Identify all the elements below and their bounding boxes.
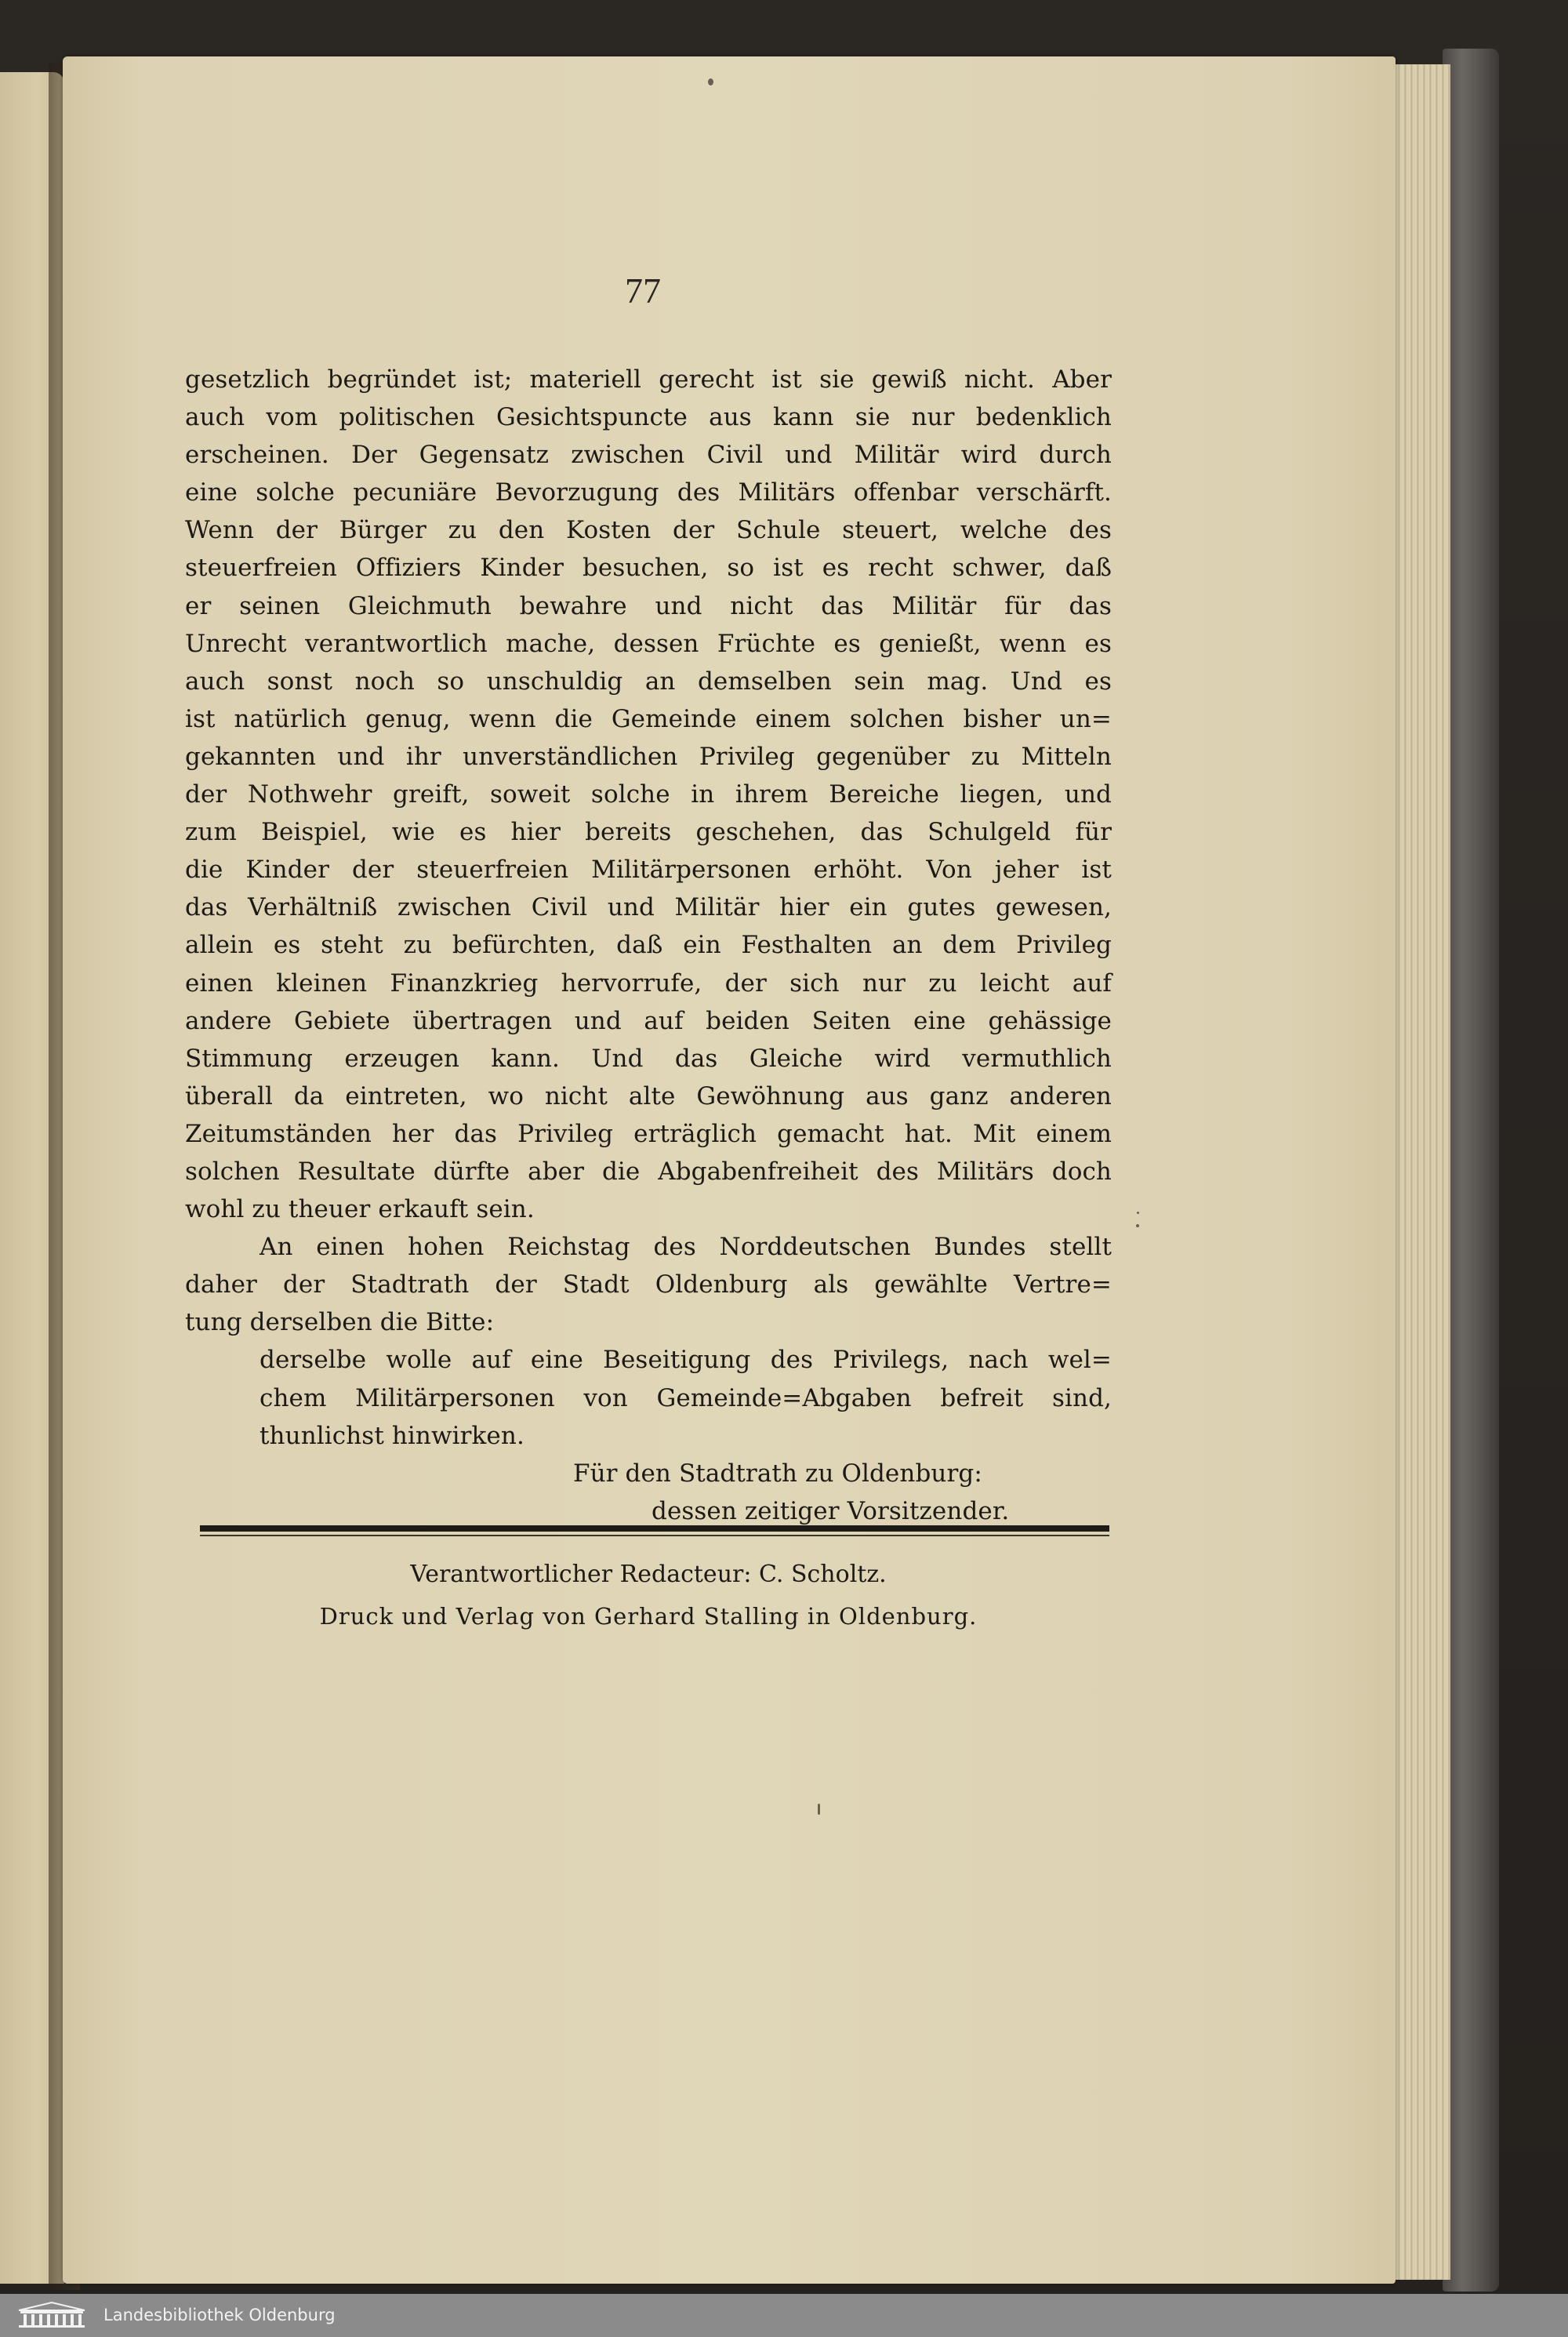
section-rule-thin	[200, 1535, 1109, 1536]
signature-line: dessen zeitiger Vorsitzender.	[652, 1496, 1010, 1525]
signature-line: Für den Stadtrath zu Oldenburg:	[573, 1459, 982, 1488]
text-line: wohl zu theuer erkauft sein.	[185, 1195, 535, 1224]
text-line: derselbe wolle auf eine Beseitigung des Privilegs, nach wel=	[260, 1346, 1112, 1375]
section-rule	[200, 1525, 1109, 1532]
text-line: solchen Resultate dürfte aber die Abgabenfreiheit des Militärs doch	[185, 1157, 1112, 1186]
request-block	[185, 1341, 1112, 1454]
text-line: allein es steht zu befürchten, daß ein Festhalten an dem Privileg	[185, 931, 1112, 960]
text-line: Zeitumständen her das Privileg erträglich gemacht hat. Mit einem	[185, 1119, 1112, 1148]
text-line: Unrecht verantwortlich mache, dessen Früchte es genießt, wenn es	[185, 629, 1112, 658]
library-name: Landesbibliothek Oldenburg	[103, 2306, 336, 2324]
signature-block	[185, 1455, 1112, 1530]
text-line: daher der Stadtrath der Stadt Oldenburg als gewählte Vertre=	[185, 1270, 1112, 1299]
text-line: die Kinder der steuerfreien Militärpersonen erhöht. Von jeher ist	[185, 856, 1112, 885]
text-line: überall da eintreten, wo nicht alte Gewöhnung aus ganz anderen	[185, 1081, 1112, 1110]
page-number: 77	[625, 271, 661, 311]
text-line: steuerfreien Offiziers Kinder besuchen, so ist es recht schwer, daß	[185, 554, 1112, 583]
publisher-imprint: Druck und Verlag von Gerhard Stalling in Oldenburg.	[319, 1603, 978, 1630]
text-line: er seinen Gleichmuth bewahre und nicht das Militär für das	[185, 591, 1112, 620]
text-line: das Verhältniß zwischen Civil und Militär hier ein gutes gewesen,	[185, 893, 1112, 922]
text-line: gekannten und ihr unverständlichen Privileg gegenüber zu Mitteln	[185, 742, 1112, 771]
text-line: An einen hohen Reichstag des Norddeutschen Bundes stellt	[260, 1233, 1112, 1262]
text-line: auch sonst noch so unschuldig an demselben sein mag. Und es	[185, 667, 1112, 696]
page-blemish	[708, 78, 713, 85]
text-line: einen kleinen Finanzkrieg hervorrufe, der sich nur zu leicht auf	[185, 969, 1112, 998]
page-blemish	[1136, 1224, 1139, 1227]
editor-imprint: Verantwortlicher Redacteur: C. Scholtz.	[410, 1561, 887, 1588]
body-paragraph	[185, 361, 1112, 1228]
page-text	[185, 361, 1112, 1530]
text-line: erscheinen. Der Gegensatz zwischen Civil und Militär wird durch	[185, 441, 1112, 470]
text-line: Wenn der Bürger zu den Kosten der Schule steuert, welche des	[185, 516, 1112, 545]
text-line: der Nothwehr greift, soweit solche in ihrem Bereiche liegen, und	[185, 780, 1112, 809]
petition-paragraph	[185, 1228, 1112, 1341]
text-line: eine solche pecuniäre Bevorzugung des Militärs offenbar verschärft.	[185, 478, 1112, 507]
text-line: andere Gebiete übertragen und auf beiden Seiten eine gehässige	[185, 1006, 1112, 1035]
text-line: zum Beispiel, wie es hier bereits geschehen, das Schulgeld für	[185, 818, 1112, 847]
text-line: gesetzlich begründet ist; materiell gerecht ist sie gewiß nicht. Aber	[185, 365, 1112, 394]
library-building-icon	[14, 2301, 89, 2329]
page-blemish	[1137, 1212, 1139, 1214]
text-line: auch vom politischen Gesichtspuncte aus kann sie nur bedenklich	[185, 403, 1112, 432]
page-blemish	[818, 1804, 820, 1815]
text-line: ist natürlich genug, wenn die Gemeinde einem solchen bisher un=	[185, 704, 1112, 733]
text-line: chem Militärpersonen von Gemeinde=Abgaben befreit sind,	[260, 1383, 1112, 1412]
book-cover	[1443, 49, 1499, 2292]
page-edges	[1388, 64, 1450, 2280]
text-line: thunlichst hinwirken.	[260, 1421, 524, 1450]
text-line: Stimmung erzeugen kann. Und das Gleiche wird vermuthlich	[185, 1044, 1112, 1073]
text-line: tung derselben die Bitte:	[185, 1308, 495, 1337]
